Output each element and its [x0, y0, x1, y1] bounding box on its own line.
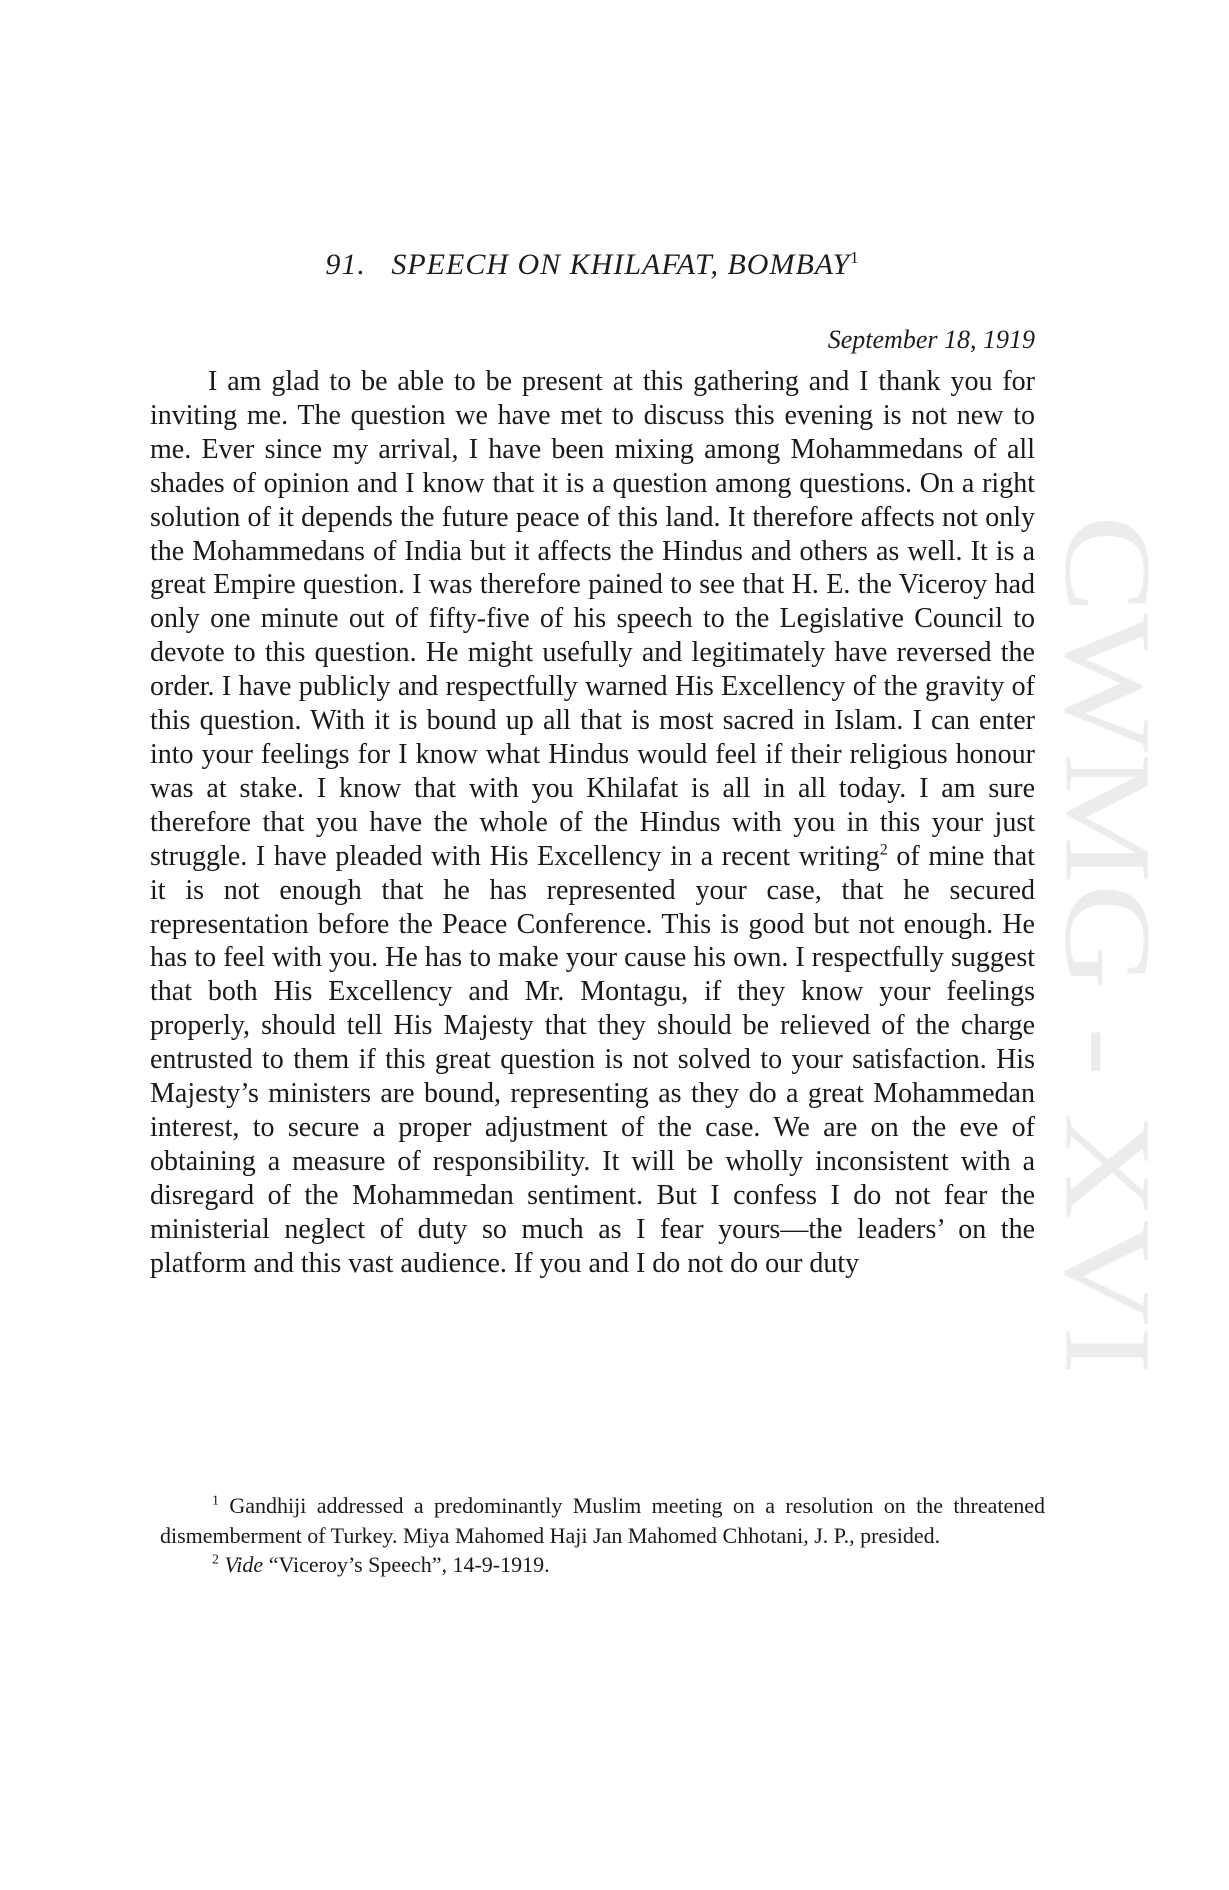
- speech-text-part-1: I am glad to be able to be present at this gathering and I thank you for inviting me. The question we have met to discuss this evening is not new to me. Ever since my arrival, I have been mixing among Mohammedans of all shades of opinion and I know that it is a question among questions. On a right solution of it depends the future peace of this land. It therefore affects not only the Mohammedans of India but it affects the Hindus and others as well. It is a great Empire question. I was therefore pained to see that H. E. the Viceroy had only one minute out of fifty-five of his speech to the Legislative Council to devote to this question. He might usefully and legitimately have reversed the order. I have publicly and respectfully warned His Excellency of the gravity of this question. With it is bound up all that is most sacred in Islam. I can enter into your feelings for I know what Hindus would feel if their religious honour was at stake. I know that with you Khilafat is all in all today. I am sure therefore that you have the whole of the Hindus with you in this your just struggle. I have pleaded with His Excellency in a recent writing: [150, 366, 1035, 872]
- footnote-1-text: Gandhiji addressed a predominantly Muslim meeting on a resolution on the threatened dismemberment of Turkey. Miya Mahomed Haji Jan Mahomed Chhotani, J. P., presided.: [160, 1493, 1045, 1548]
- footnote-2-marker: 2: [212, 1552, 219, 1568]
- footnote-2-text: “Viceroy’s Speech”, 14-9-1919.: [263, 1552, 550, 1577]
- footnotes: [160, 1491, 1045, 1580]
- heading-number: 91.: [325, 248, 366, 281]
- footnote-1: [160, 1491, 1045, 1550]
- watermark-text: CWMG - XVI: [1039, 515, 1177, 1239]
- footnote-2-italic: Vide: [224, 1552, 264, 1577]
- footnote-1-marker: 1: [212, 1493, 219, 1509]
- heading-title: SPEECH ON KHILAFAT, BOMBAY: [391, 248, 851, 281]
- dateline: September 18, 1919: [827, 325, 1035, 354]
- speech-body: [150, 365, 1035, 1280]
- speech-footnote-ref: 2: [879, 841, 888, 859]
- footnote-2: [160, 1550, 1045, 1580]
- heading-footnote-ref: 1: [850, 248, 860, 267]
- speech-text-part-2: of mine that it is not enough that he has represented your case, that he secured representation before the Peace Conference. This is good but not enough. He has to feel with you. He has to make your cause his own. I respectfully suggest that both His Excellency and Mr. Montagu, if they know your feelings properly, should tell His Majesty that they should be relieved of the charge entrusted to them if this great question is not solved to your satisfaction. His Majesty’s ministers are bound, representing as they do a great Mohammedan interest, to secure a proper adjustment of the case. We are on the eve of obtaining a measure of responsibility. It will be wholly inconsistent with a disregard of the Mohammedan sentiment. But I confess I do not fear the ministerial neglect of duty so much as I fear yours—the leaders’ on the platform and this vast audience. If you and I do not do our duty: [150, 840, 1035, 1279]
- speech-paragraph: [150, 365, 1035, 1280]
- document-heading: [150, 248, 1035, 282]
